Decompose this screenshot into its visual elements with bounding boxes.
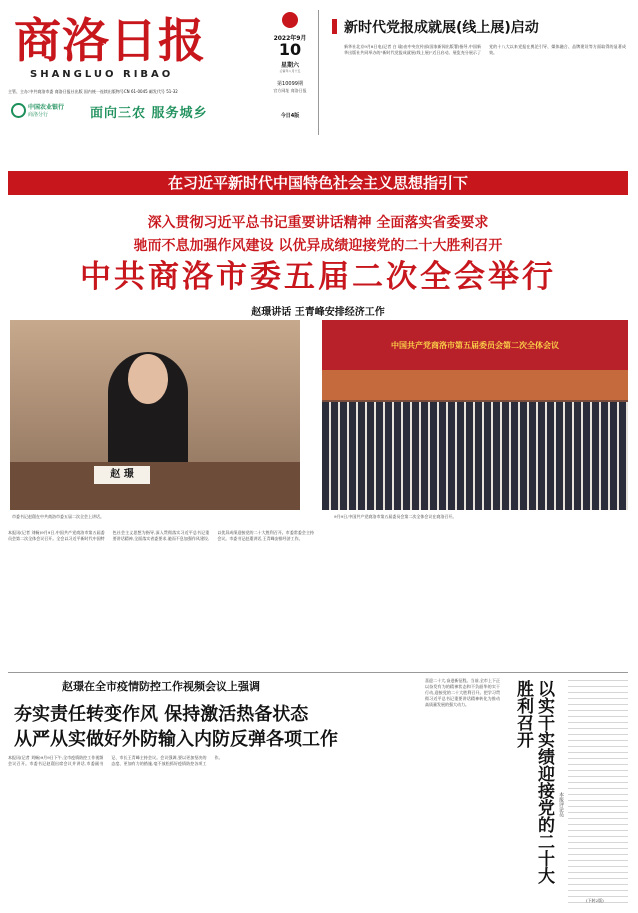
date-year-month: 2022年9月: [273, 35, 307, 42]
plenary-audience: [322, 402, 628, 510]
masthead-divider: [318, 10, 319, 135]
second-article-body: 本报讯(记者 刘畅)9月9日下午,全市疫情防控工作视频会议召开。市委书记赵璟出席会议并讲话,市委副书记、市长王青峰主持会议。会议强调,要以更加坚决的态度、更加有力的措施,毫不放松抓好疫情防控各项工作。: [8, 755, 223, 766]
website: 官方网址 商洛日报: [273, 88, 307, 93]
main-article-body: 本报讯(记者 刘畅)9月9日,中国共产党商洛市第五届委员会第二次全体会议召开。全会以习近平新时代中国特色社会主义思想为指导,深入贯彻落实习近平总书记重要讲话精神,全面落实省委要求,驰而不息加强作风建设,以优异成绩迎接党的二十大胜利召开。市委常委会主持会议。市委书记赵璟讲话,王青峰安排经济工作。: [8, 530, 314, 541]
masthead-title: 商洛日报: [14, 14, 206, 69]
bank-branch: 商洛分行: [28, 112, 49, 118]
lunar-date: 壬寅年八月十五: [279, 69, 301, 73]
issue-no: 第10099期: [277, 81, 303, 87]
plenary-stage: [322, 370, 628, 400]
bank-name: 中国农业银行: [28, 104, 65, 111]
continued-note: (下转2版): [586, 898, 604, 903]
second-headline-2: 从严从实做好外防输入内防反弹各项工作: [14, 729, 338, 750]
masthead-pinyin: SHANGLUO RIBAO: [30, 69, 174, 80]
section-divider: [8, 672, 628, 673]
bank-logo-icon: [11, 103, 26, 118]
second-headline-1: 夯实责任转变作风 保持激活热备状态: [14, 704, 309, 725]
photo-speaker-caption: 市委书记赵璟在中共商洛市委五届二次全会上讲话。: [12, 514, 104, 519]
second-kicker: 赵璟在全市疫情防控工作视频会议上强调: [62, 680, 260, 693]
plenary-banner-text: 中国共产党商洛市第五届委员会第二次全体会议: [391, 341, 559, 350]
commentary-title: 以实干实绩迎接党的二十大胜利召开: [513, 680, 554, 884]
commentary-body: 喜迎二十大,奋进新征程。当前,全市上下正以奋发有为的精神状态和不负韶华的实干行动,迎接党的二十大胜利召开。把学习贯彻习近平总书记重要讲话精神转化为推动高质量发展的强大动力。: [425, 678, 500, 707]
speaker-face: [128, 354, 168, 404]
commentary-byline: 本报评论员: [558, 792, 564, 817]
speaker-nameplate: 赵 璟: [94, 466, 150, 484]
main-headline: 中共商洛市委五届二次全会举行: [80, 259, 556, 295]
banner-text: 在习近平新时代中国特色社会主义思想指引下: [167, 174, 468, 192]
top-story-headline: 新时代党报成就展(线上展)启动: [344, 20, 539, 36]
top-story-headline-bar: [332, 19, 337, 34]
subheadline: 赵璟讲话 王青峰安排经济工作: [251, 307, 385, 318]
speaker-desk: [10, 462, 300, 510]
bank-slogan: 面向三农 服务城乡: [90, 106, 208, 121]
date-day: 10: [278, 40, 302, 59]
commentary-body-right: [568, 678, 628, 903]
page-count: 今日4版: [280, 113, 300, 119]
photo-speaker: [10, 320, 300, 510]
bank-ad: [8, 100, 262, 128]
date-emblem-icon: [282, 12, 298, 28]
publisher-line: 主管、主办:中共商洛市委 商洛日报社出版 国内统一连续出版物号CN 61-0045 邮发代号 51-32: [8, 89, 178, 94]
photo-plenary-caption: 9月9日,中国共产党商洛市第五届委员会第二次全体会议在商洛召开。: [334, 514, 457, 519]
kicker-2: 驰而不息加强作风建设 以优异成绩迎接党的二十大胜利召开: [133, 238, 503, 254]
top-story-body: 新华社北京9月8日电(记者 白 瑜)由中央宣传部(国家新闻出版署)指导,中国新华出版社共同举办的"新时代党报成就展(线上展)"近日启动。展览充分展示了党的十八大以来党报在舆论引导、媒体融合、品牌建设等方面取得的显著成效。: [344, 44, 626, 55]
photo-plenary: [322, 320, 628, 510]
weekday: 星期六: [280, 62, 299, 69]
kicker-1: 深入贯彻习近平总书记重要讲话精神 全面落实省委要求: [147, 215, 489, 231]
